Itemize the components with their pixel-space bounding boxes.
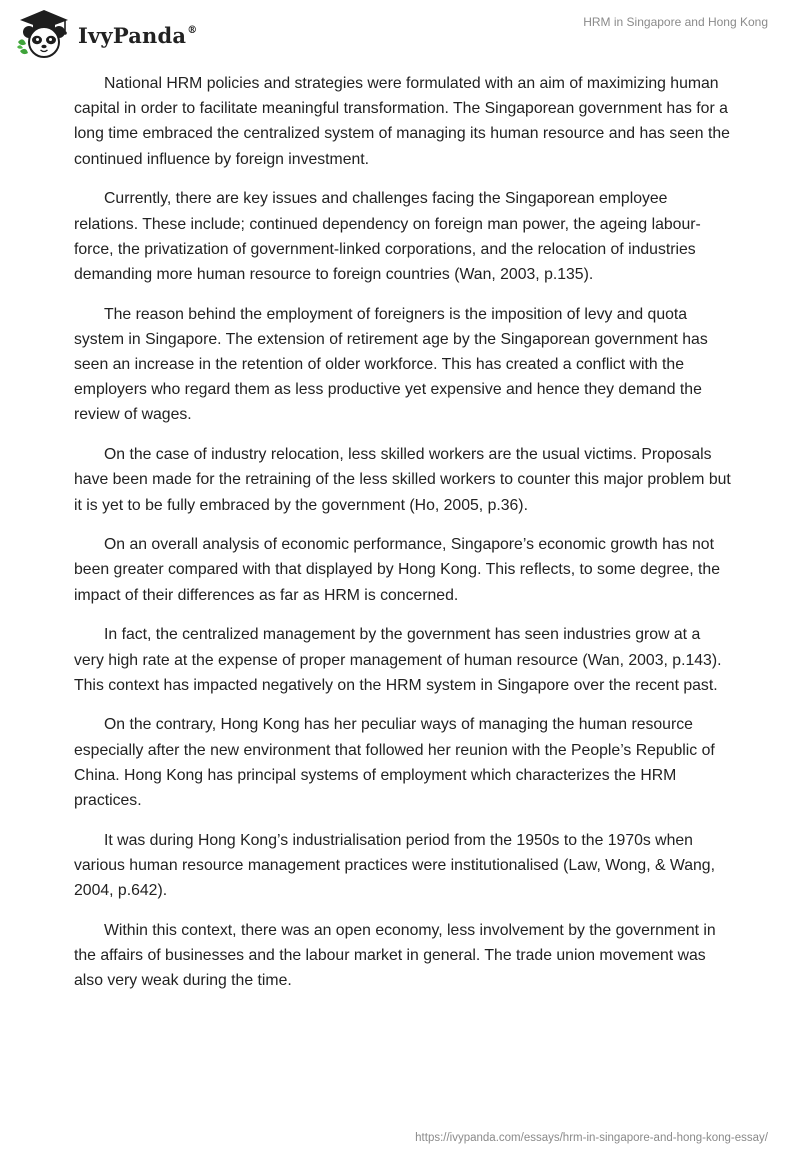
paragraph: On the case of industry relocation, less skilled workers are the usual victims. Proposals have been made for the retraining of the less skilled workers to counter this major problem but it is yet to be fully embraced by the government (Ho, 2005, p.36). [74,446,731,514]
page-header [0,0,800,70]
paragraph: It was during Hong Kong’s industrialisation period from the 1950s to the 1970s when various human resource management practices were institutionalised (Law, Wong, & Wang, 2004, p.642). [74,831,715,900]
source-url[interactable]: https://ivypanda.com/essays/hrm-in-singapore-and-hong-kong-essay/ [415,1132,768,1144]
paragraph: On the contrary, Hong Kong has her peculiar ways of managing the human resource especially after the new environment that followed her reunion with the People’s Republic of China. Hong Kong has principal systems of employment which characterizes the HRM practices. [74,716,715,810]
ivypanda-logo[interactable] [14,6,197,60]
paragraph: On an overall analysis of economic performance, Singapore’s economic growth has not been greater compared with that displayed by Hong Kong. This reflects, to some degree, the impact of their differences as far as HRM is concerned. [74,536,720,604]
document-title: HRM in Singapore and Hong Kong [583,15,768,29]
paragraph: Within this context, there was an open economy, less involvement by the government in the affairs of businesses and the labour market in general. The trade union movement was also very weak during the time. [74,921,716,990]
paragraph: The reason behind the employment of foreigners is the imposition of levy and quota system in Singapore. The extension of retirement age by the Singaporean government has seen an increase in the retention of older workforce. This has created a conflict with the employers who regard them as less productive yet expensive and hence they demand the review of wages. [74,305,708,424]
brand-name: IvyPanda® [78,22,198,48]
paragraph: National HRM policies and strategies were formulated with an aim of maximizing human capital in order to facilitate meaningful transformation. The Singaporean government has for a long time embraced the centralized system of managing its human resource and has seen the continued influence by foreign investment. [74,75,730,168]
essay-body [74,71,734,1008]
paragraph: Currently, there are key issues and challenges facing the Singaporean employee relations. These include; continued dependency on foreign man power, the ageing labour-force, the privatization of government-linked corporations, and the relocation of industries demanding more human resource to foreign countries (Wan, 2003, p.135). [74,190,701,283]
panda-graduate-icon [14,6,72,60]
paragraph: In fact, the centralized management by the government has seen industries grow at a very high rate at the expense of proper management of human resource (Wan, 2003, p.143). This context has impacted negatively on the HRM system in Singapore over the recent past. [74,626,722,694]
